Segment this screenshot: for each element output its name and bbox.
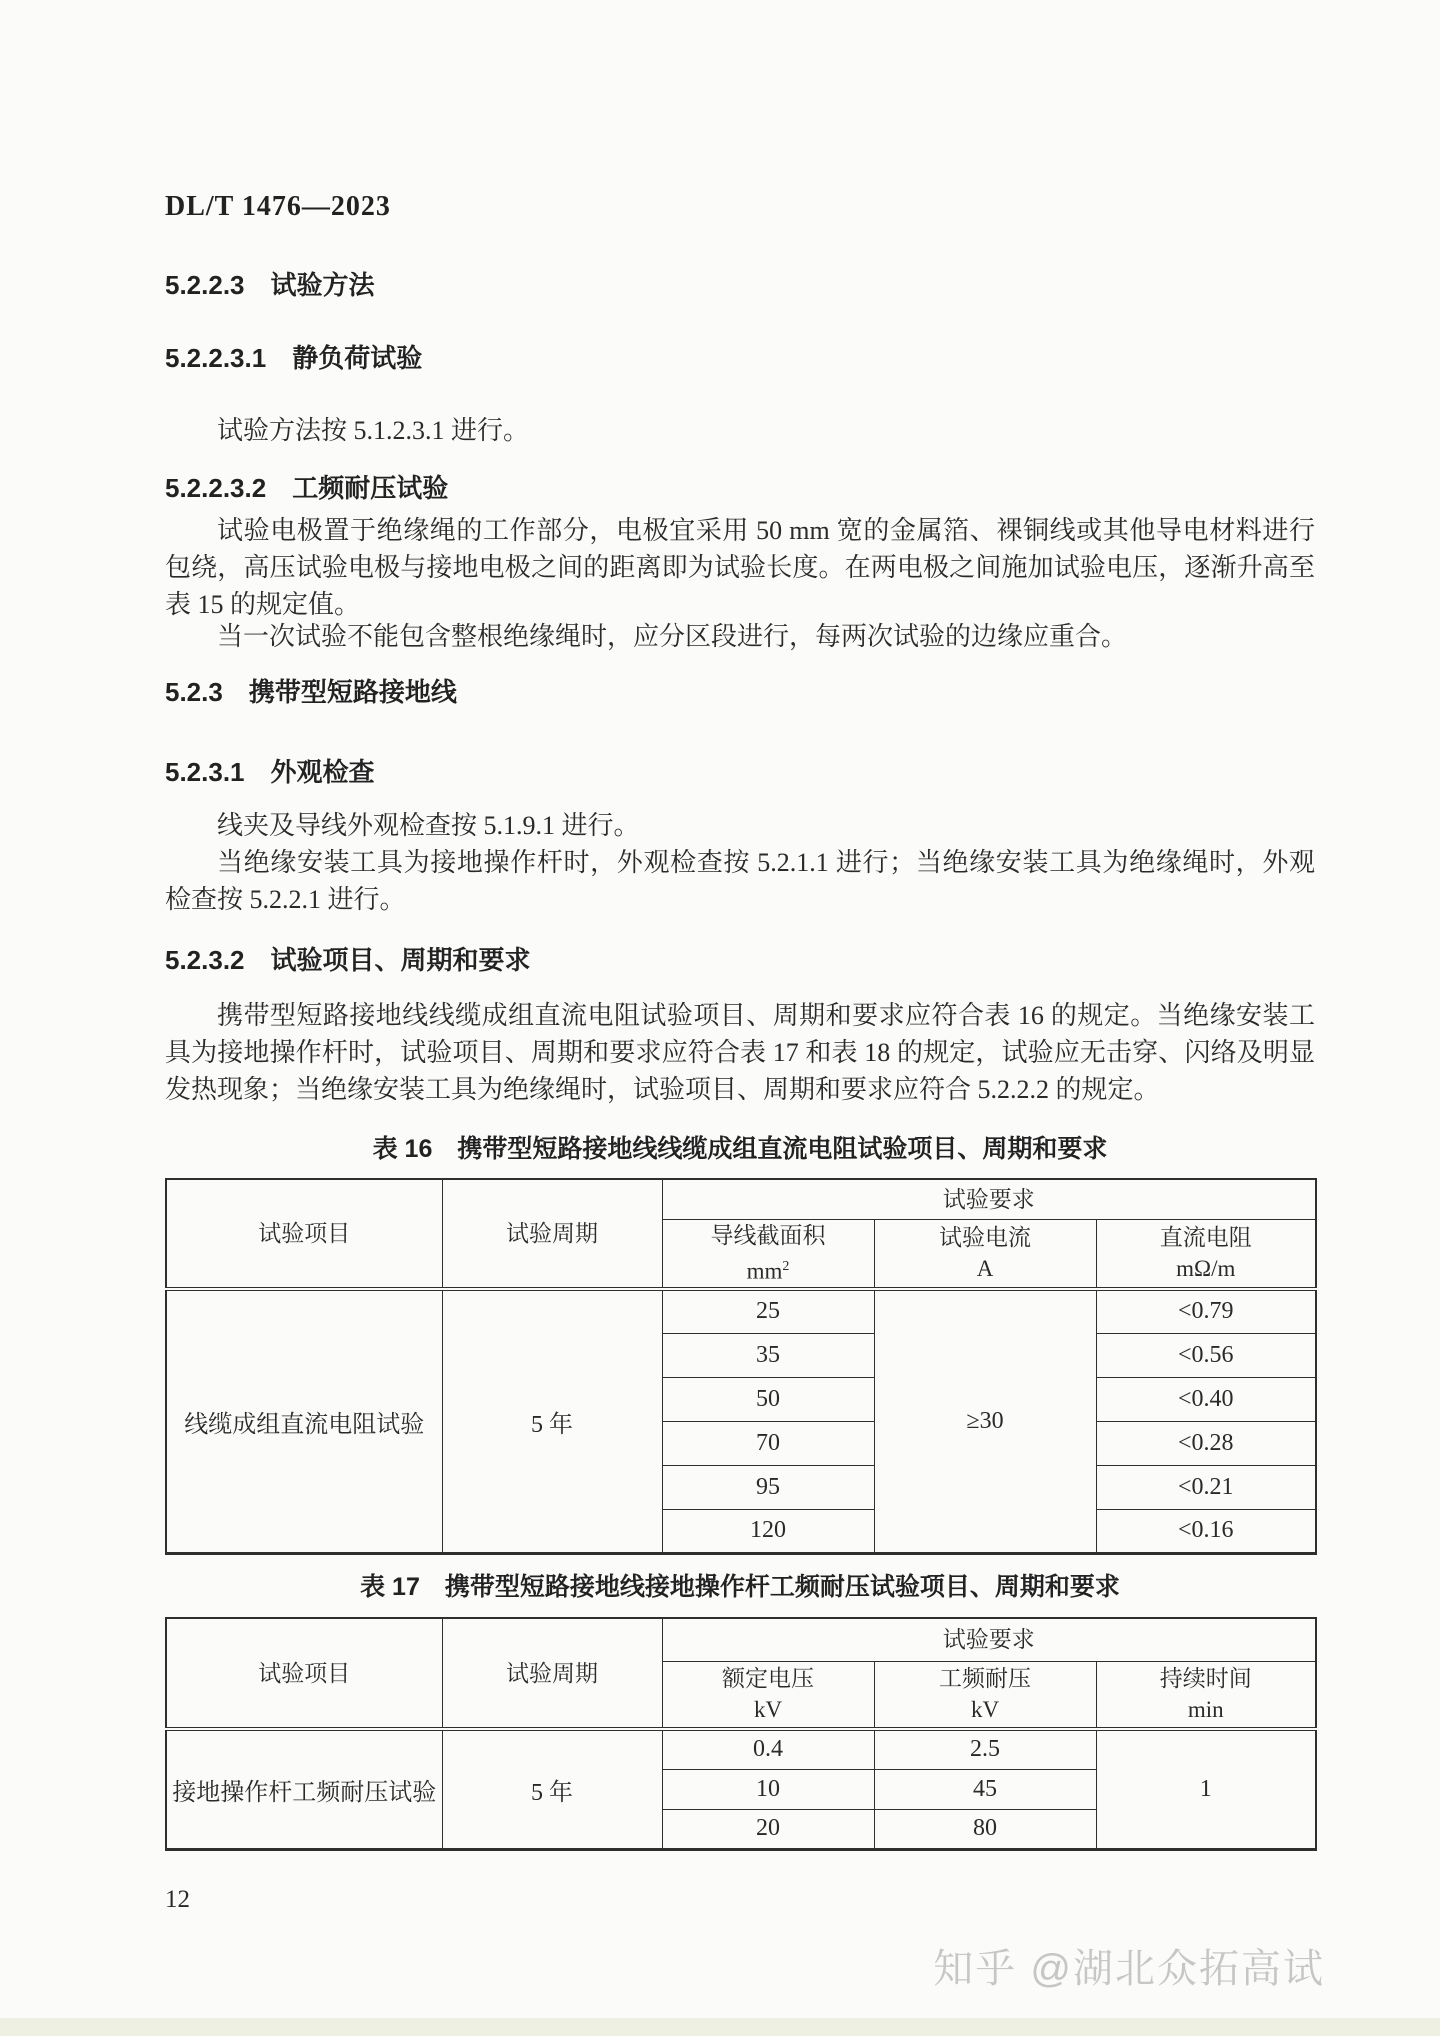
- t17-cell-duration: 1: [1096, 1729, 1316, 1849]
- paragraph-segment-test: 当一次试验不能包含整根绝缘绳时，应分区段进行，每两次试验的边缘应重合。: [217, 622, 1128, 651]
- paragraph-static-load-test: 试验方法按 5.1.2.3.1 进行。: [217, 416, 530, 445]
- t16-cell-area: 50: [662, 1377, 874, 1421]
- t17-header-withstand-voltage: 工频耐压 kV: [874, 1661, 1096, 1729]
- t17-header-item: 试验项目: [166, 1618, 442, 1729]
- t17-cell-period: 5 年: [442, 1729, 662, 1849]
- bottom-strip: [0, 2018, 1440, 2036]
- t17-cell-rated: 10: [662, 1769, 874, 1809]
- t17-header-requirement: 试验要求: [662, 1618, 1316, 1661]
- t17-cell-rated: 0.4: [662, 1729, 874, 1769]
- t16-header-period: 试验周期: [442, 1179, 662, 1289]
- heading-5-2-2-3-2: 5.2.2.3.2 工频耐压试验: [165, 473, 449, 503]
- table-16: [165, 1178, 1317, 1555]
- t16-header-dc-resistance: 直流电阻 mΩ/m: [1096, 1219, 1316, 1289]
- t16-header-test-current: 试验电流 A: [874, 1219, 1096, 1289]
- heading-5-2-3-2: 5.2.3.2 试验项目、周期和要求: [165, 945, 531, 975]
- t16-cell-area: 70: [662, 1421, 874, 1465]
- t17-cell-withstand: 45: [874, 1769, 1096, 1809]
- paragraph-test-requirements: 携带型短路接地线线缆成组直流电阻试验项目、周期和要求应符合表 16 的规定。当绝缘安装工具为接地操作杆时，试验项目、周期和要求应符合表 17 和表 18 的规定，试验应无击穿、闪络及明显发热现象；当绝缘安装工具为绝缘绳时，试验项目、周期和要求应符合 5.2.2.2 的规定。: [165, 1001, 1315, 1104]
- paragraph-visual-check-tools: 当绝缘安装工具为接地操作杆时，外观检查按 5.2.1.1 进行；当绝缘安装工具为绝缘绳时，外观检查按 5.2.2.1 进行。: [165, 848, 1315, 914]
- t16-cell-item: 线缆成组直流电阻试验: [166, 1289, 442, 1553]
- heading-5-2-2-3: 5.2.2.3 试验方法: [165, 270, 375, 300]
- heading-5-2-3-1: 5.2.3.1 外观检查: [165, 757, 375, 787]
- t17-header-duration: 持续时间 min: [1096, 1661, 1316, 1729]
- t16-header-requirement: 试验要求: [662, 1179, 1316, 1219]
- t16-cell-res: <0.16: [1096, 1509, 1316, 1553]
- page-number: 12: [165, 1886, 190, 1913]
- t17-cell-withstand: 2.5: [874, 1729, 1096, 1769]
- t16-cell-period: 5 年: [442, 1289, 662, 1553]
- table-row: [166, 1729, 1316, 1769]
- table-17-caption: 表 17 携带型短路接地线接地操作杆工频耐压试验项目、周期和要求: [360, 1573, 1120, 1601]
- watermark: 知乎 @湖北众拓高试: [933, 1947, 1325, 1991]
- t16-cell-res: <0.79: [1096, 1289, 1316, 1333]
- heading-5-2-2-3-1: 5.2.2.3.1 静负荷试验: [165, 343, 423, 373]
- t17-cell-withstand: 80: [874, 1809, 1096, 1849]
- t17-cell-rated: 20: [662, 1809, 874, 1849]
- t17-cell-item: 接地操作杆工频耐压试验: [166, 1729, 442, 1849]
- t16-cell-current: ≥30: [874, 1289, 1096, 1553]
- t16-cell-res: <0.40: [1096, 1377, 1316, 1421]
- t16-header-item: 试验项目: [166, 1179, 442, 1289]
- table-row: [166, 1289, 1316, 1333]
- table-17: [165, 1617, 1317, 1851]
- t16-header-cross-section: 导线截面积 $mm^2$: [662, 1219, 874, 1289]
- t17-header-period: 试验周期: [442, 1618, 662, 1729]
- standard-number: DL/T 1476—2023: [165, 191, 391, 222]
- paragraph-electrode-method: 试验电极置于绝缘绳的工作部分，电极宜采用 50 mm 宽的金属箔、裸铜线或其他导电材料进行包绕，高压试验电极与接地电极之间的距离即为试验长度。在两电极之间施加试验电压，逐渐升高至表 15 的规定值。: [165, 516, 1315, 619]
- heading-5-2-3: 5.2.3 携带型短路接地线: [165, 677, 457, 707]
- table-16-caption: 表 16 携带型短路接地线线缆成组直流电阻试验项目、周期和要求: [372, 1135, 1108, 1163]
- t16-cell-area: 35: [662, 1333, 874, 1377]
- t16-cell-res: <0.28: [1096, 1421, 1316, 1465]
- t17-header-rated-voltage: 额定电压 kV: [662, 1661, 874, 1729]
- paragraph-visual-check: 线夹及导线外观检查按 5.1.9.1 进行。: [217, 811, 640, 840]
- t16-cell-area: 95: [662, 1465, 874, 1509]
- t16-cell-area: 120: [662, 1509, 874, 1553]
- t16-cell-area: 25: [662, 1289, 874, 1333]
- t16-cell-res: <0.56: [1096, 1333, 1316, 1377]
- t16-cell-res: <0.21: [1096, 1465, 1316, 1509]
